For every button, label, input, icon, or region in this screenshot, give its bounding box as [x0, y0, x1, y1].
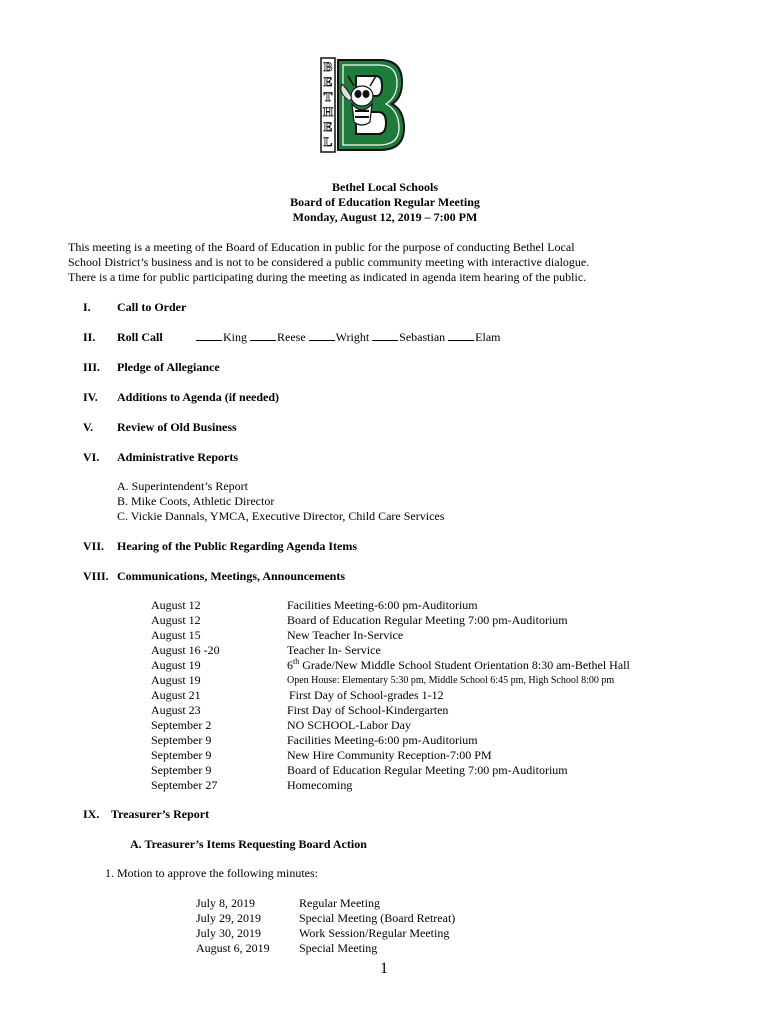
minutes-date: July 8, 2019 [196, 896, 256, 910]
logo-letter-0: B [323, 59, 333, 74]
event-desc: Facilities Meeting-6:00 pm-Auditorium [287, 598, 478, 612]
event-date: September 9 [151, 733, 212, 747]
agenda-title-call-to-order: Call to Order [117, 300, 187, 314]
page-number: 1 [380, 960, 388, 977]
intro-line-1: This meeting is a meeting of the Board of Education in public for the purpose of conducting Bethel Local [68, 240, 575, 254]
roll-blank [196, 330, 222, 341]
minutes-type: Work Session/Regular Meeting [299, 926, 450, 940]
agenda-title-communications: Communications, Meetings, Announcements [117, 569, 346, 583]
event-date: August 19 [151, 658, 201, 672]
event-date: August 12 [151, 613, 201, 627]
minutes-date: July 29, 2019 [196, 911, 262, 925]
roll-name-sebastian: Sebastian [399, 330, 446, 344]
event-desc: Teacher In- Service [287, 643, 381, 657]
minutes-type: Special Meeting (Board Retreat) [299, 911, 456, 925]
roll-name-king: King [223, 330, 247, 344]
event-date: September 27 [151, 778, 218, 792]
agenda-title-old-business: Review of Old Business [117, 420, 237, 434]
event-date: August 21 [151, 688, 201, 702]
event-date: August 16 -20 [151, 643, 220, 657]
agenda-title-additions: Additions to Agenda (if needed) [117, 390, 280, 404]
agenda-num-6: VI. [83, 450, 100, 464]
event-date: August 15 [151, 628, 201, 642]
event-desc: First Day of School-Kindergarten [287, 703, 449, 717]
logo-letter-3: H [322, 104, 334, 119]
roll-blank [372, 330, 398, 341]
event-desc: Open House: Elementary 5:30 pm, Middle School 6:45 pm, High School 8:00 pm [287, 675, 615, 686]
minutes-type: Regular Meeting [299, 896, 380, 910]
roll-blank [250, 330, 276, 341]
meeting-date: Monday, August 12, 2019 – 7:00 PM [292, 210, 478, 224]
logo-letter-4: E [323, 119, 333, 134]
agenda-num-4: IV. [83, 390, 98, 404]
report-item-b: B. Mike Coots, Athletic Director [117, 494, 275, 508]
logo-letter-2: T [323, 89, 333, 104]
event-date: August 19 [151, 673, 201, 687]
roll-name-wright: Wright [335, 330, 370, 344]
event-date: September 9 [151, 748, 212, 762]
roll-blank [309, 330, 335, 341]
event-date: September 2 [151, 718, 212, 732]
bethel-b-logo [318, 56, 408, 154]
event-desc: NO SCHOOL-Labor Day [287, 718, 411, 732]
event-desc [287, 658, 630, 673]
event-desc-ordinal: 6 [287, 658, 293, 672]
event-date: August 23 [151, 703, 201, 717]
minutes-date: August 6, 2019 [196, 941, 270, 955]
event-date: August 12 [151, 598, 201, 612]
roll-name-elam: Elam [475, 330, 501, 344]
agenda-num-8: VIII. [83, 569, 109, 583]
logo-letter-1: E [323, 74, 333, 89]
event-desc: Board of Education Regular Meeting 7:00 pm-Auditorium [287, 613, 568, 627]
event-desc-text: Grade/New Middle School Student Orientation 8:30 am-Bethel Hall [299, 658, 630, 672]
minutes-date: July 30, 2019 [196, 926, 262, 940]
event-desc: New Hire Community Reception-7:00 PM [287, 748, 492, 762]
intro-line-3: There is a time for public participating during the meeting as indicated in agenda item hearing of the public. [68, 270, 587, 284]
roll-call-list [196, 330, 501, 345]
agenda-title-pledge: Pledge of Allegiance [117, 360, 220, 374]
event-desc: Facilities Meeting-6:00 pm-Auditorium [287, 733, 478, 747]
agenda-title-treasurer: Treasurer’s Report [111, 807, 210, 821]
agenda-num-7: VII. [83, 539, 105, 553]
agenda-num-5: V. [83, 420, 94, 434]
agenda-num-9: IX. [83, 807, 100, 821]
event-date: September 9 [151, 763, 212, 777]
event-desc-superscript: th [293, 657, 300, 666]
event-desc: First Day of School-grades 1-12 [289, 688, 444, 702]
treasurer-subheading: A. Treasurer’s Items Requesting Board Action [130, 837, 367, 851]
intro-line-2: School District’s business and is not to be considered a public community meeting with interactive dialogue. [68, 255, 590, 269]
event-desc: Homecoming [287, 778, 353, 792]
roll-name-reese: Reese [277, 330, 306, 344]
roll-blank [448, 330, 474, 341]
school-name: Bethel Local Schools [331, 180, 438, 194]
agenda-num-3: III. [83, 360, 101, 374]
report-item-c: C. Vickie Dannals, YMCA, Executive Director, Child Care Services [117, 509, 445, 523]
agenda-title-roll-call: Roll Call [117, 330, 163, 344]
agenda-title-hearing: Hearing of the Public Regarding Agenda Items [117, 539, 357, 553]
motion-approve-minutes: 1. Motion to approve the following minutes: [105, 866, 318, 880]
logo-letter-5: L [323, 134, 333, 149]
agenda-num-1: I. [83, 300, 91, 314]
event-desc: New Teacher In-Service [287, 628, 404, 642]
minutes-type: Special Meeting [299, 941, 378, 955]
event-desc: Board of Education Regular Meeting 7:00 pm-Auditorium [287, 763, 568, 777]
agenda-title-admin-reports: Administrative Reports [117, 450, 238, 464]
meeting-title: Board of Education Regular Meeting [290, 195, 480, 209]
report-item-a: A. Superintendent’s Report [117, 479, 248, 493]
agenda-num-2: II. [83, 330, 96, 344]
